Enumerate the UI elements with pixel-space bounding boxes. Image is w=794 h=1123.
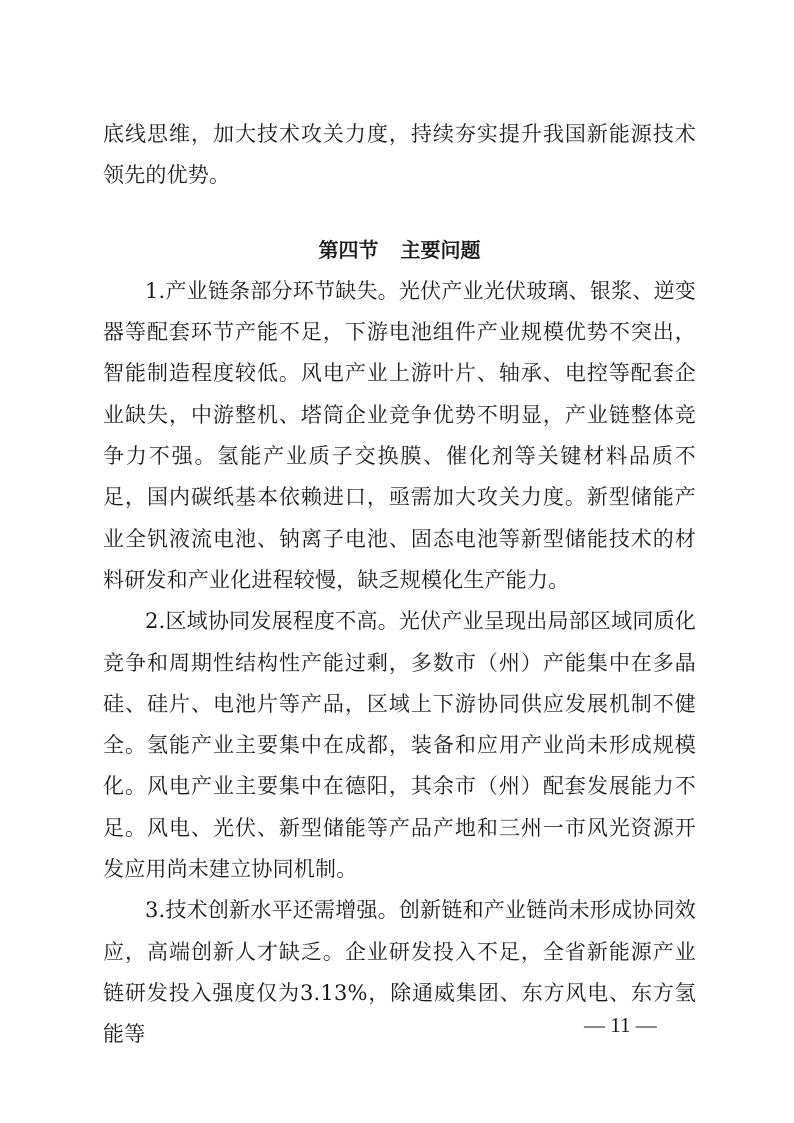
page-number: — 11 — [584, 1013, 657, 1037]
paragraph-regional-coordination: 2.区域协同发展程度不高。光伏产业呈现出局部区域同质化竞争和周期性结构性产能过剩，多数市（州）产能集中在多晶硅、硅片、电池片等产品，区域上下游协同供应发展机制不健全。氢能产业主要集中在成都，装备和应用产业尚未形成规模化。风电产业主要集中在德阳，其余市（州）配套发展能力不足。风电、光伏、新型储能等产品产地和三州一市风光资源开发应用尚未建立协同机制。 [103, 609, 696, 882]
paragraph-technology-innovation: 3.技术创新水平还需增强。创新链和产业链尚未形成协同效应，高端创新人才缺乏。企业研发投入不足，全省新能源产业链研发投入强度仅为3.13%，除通威集团、东方风电、东方氢能等 [103, 898, 696, 1047]
paragraph-continued: 底线思维，加大技术攻关力度，持续夯实提升我国新能源技术领先的优势。 [103, 122, 696, 188]
section-number: 第四节 [318, 237, 379, 262]
paragraph-industry-chain: 1.产业链条部分环节缺失。光伏产业光伏玻璃、银浆、逆变器等配套环节产能不足，下游电池组件产业规模优势不突出，智能制造程度较低。风电产业上游叶片、轴承、电控等配套企业缺失，中游整机、塔筒企业竞争优势不明显，产业链整体竞争力不强。氢能产业质子交换膜、催化剂等关键材料品质不足，国内碳纸基本依赖进口，亟需加大攻关力度。新型储能产业全钒液流电池、钠离子电池、固态电池等新型储能技术的材料研发和产业化进程较慢，缺乏规模化生产能力。 [103, 278, 696, 592]
section-heading [103, 230, 696, 271]
document-body [103, 114, 696, 1056]
section-title: 主要问题 [400, 237, 481, 262]
